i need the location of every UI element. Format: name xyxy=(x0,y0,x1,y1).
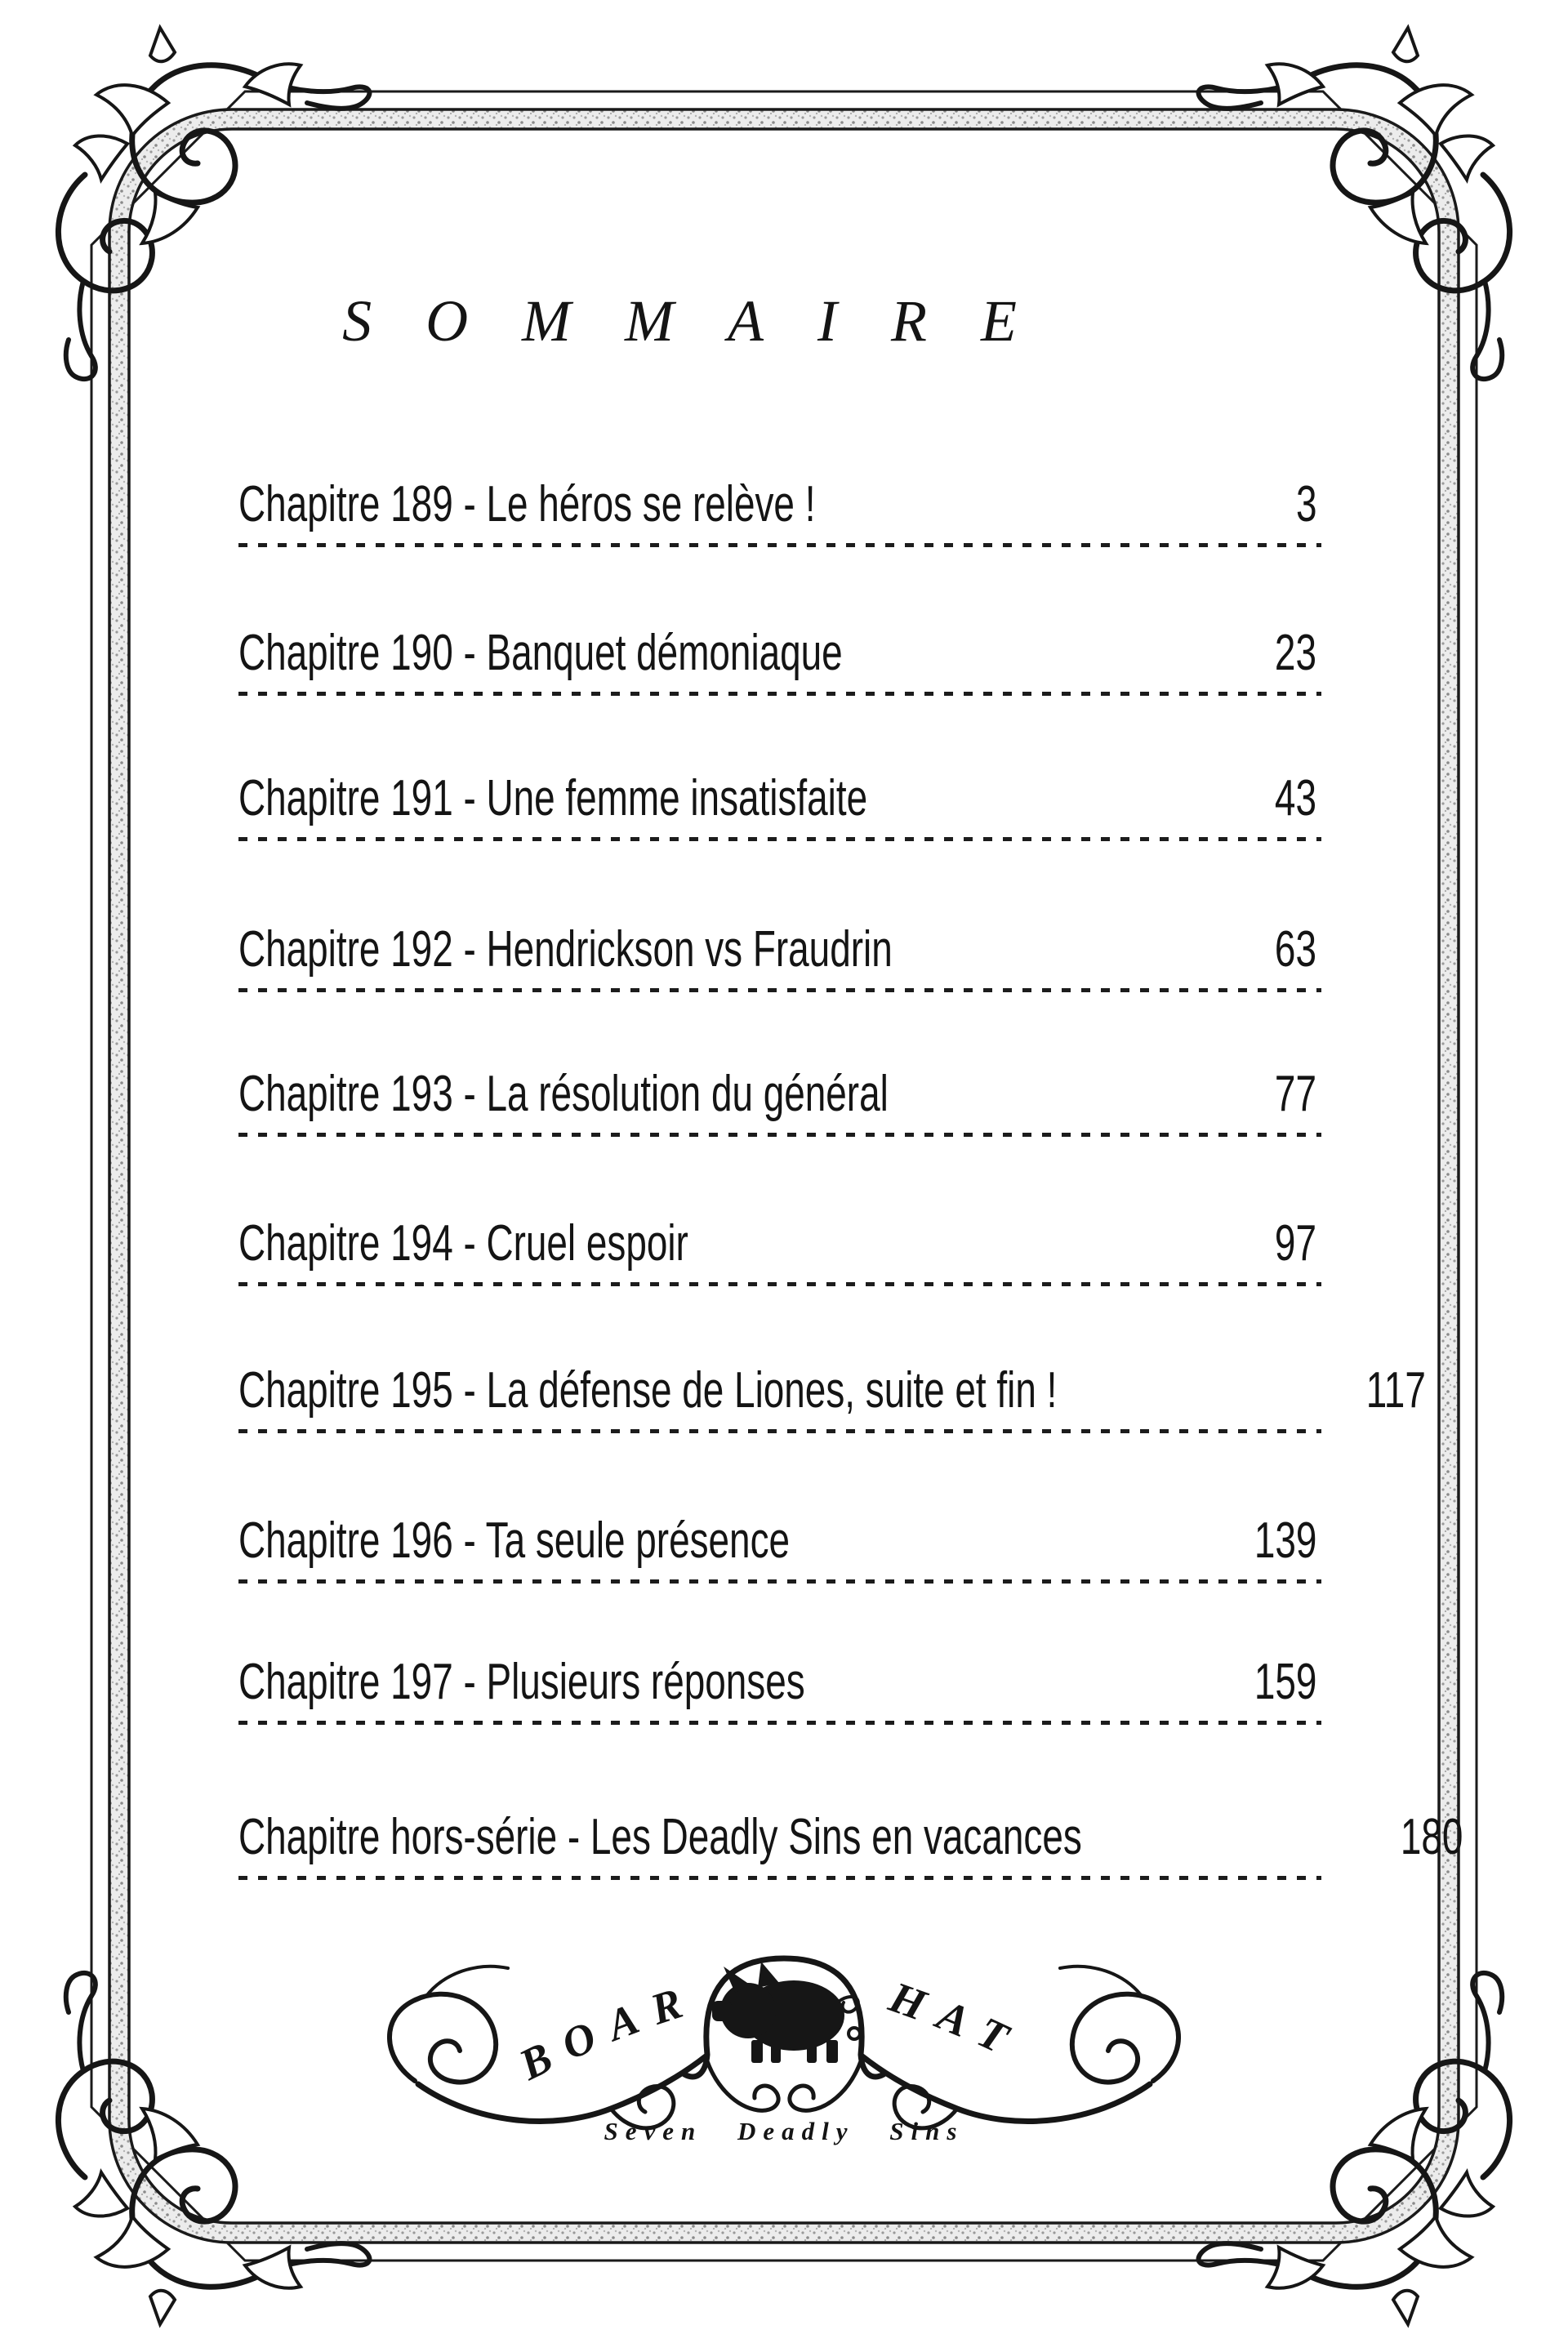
dotted-leader xyxy=(238,543,1321,547)
pig-icon xyxy=(712,1962,858,2063)
frame-band-outer-edge xyxy=(109,109,1459,2243)
page-number: 159 xyxy=(1254,1654,1316,1710)
dotted-leader xyxy=(238,1133,1321,1137)
dotted-leader xyxy=(238,1721,1321,1725)
frame-outer-line xyxy=(91,91,1477,2261)
logo-word-hat: HAT xyxy=(883,1971,1031,2070)
page-title: SOMMAIRE xyxy=(342,288,1071,354)
svg-text:BOAR xyxy=(511,1973,704,2090)
page-number: 23 xyxy=(1274,625,1316,681)
toc-entry xyxy=(238,770,1321,841)
page-number: 3 xyxy=(1295,476,1316,532)
toc-entry xyxy=(238,1809,1463,1880)
chapter-title: Chapitre 191 - Une femme insatisfaite xyxy=(238,770,868,826)
chapter-title: Chapitre 192 - Hendrickson vs Fraudrin xyxy=(238,921,893,978)
logo-subtitle: Seven Deadly Sins xyxy=(604,2117,964,2145)
toc-entry xyxy=(238,476,1321,547)
toc-entry xyxy=(238,1066,1321,1137)
corner-flourish-bottom-right xyxy=(1199,1973,1510,2324)
boar-hat-logo xyxy=(390,1958,1178,2145)
dotted-leader xyxy=(238,837,1321,841)
chapter-title: Chapitre 189 - Le héros se relève ! xyxy=(238,476,816,532)
toc-entry xyxy=(238,1654,1321,1725)
page-number: 180 xyxy=(1400,1809,1463,1865)
frame-band-fill xyxy=(119,119,1449,2233)
dotted-leader xyxy=(238,1282,1321,1286)
toc-entry xyxy=(238,1215,1321,1286)
chapter-title: Chapitre 197 - Plusieurs réponses xyxy=(238,1654,805,1710)
dotted-leader xyxy=(238,1429,1321,1433)
dotted-leader xyxy=(238,1876,1321,1880)
chapter-title: Chapitre 194 - Cruel espoir xyxy=(238,1215,688,1272)
dotted-leader xyxy=(238,988,1321,992)
chapter-title: Chapitre 193 - La résolution du général xyxy=(238,1066,889,1122)
page-number: 117 xyxy=(1365,1362,1426,1419)
frame-band-inner-edge xyxy=(129,129,1439,2223)
page-number: 77 xyxy=(1274,1066,1316,1122)
chapter-title: Chapitre 195 - La défense de Liones, suite et fin ! xyxy=(238,1362,1058,1419)
svg-text:HAT xyxy=(883,1972,1031,2070)
page-number: 43 xyxy=(1274,770,1316,826)
toc-entry xyxy=(238,625,1321,696)
corner-flourish-bottom-left xyxy=(58,1973,369,2324)
chapter-title: Chapitre 190 - Banquet démoniaque xyxy=(238,625,843,681)
dotted-leader xyxy=(238,692,1321,696)
chapter-title: Chapitre hors-série - Les Deadly Sins en vacances xyxy=(238,1809,1082,1865)
page-number: 63 xyxy=(1274,921,1316,978)
toc-entry xyxy=(238,1512,1321,1584)
chapter-title: Chapitre 196 - Ta seule présence xyxy=(238,1512,791,1569)
logo-word-boar: BOAR xyxy=(511,1973,704,2090)
toc-entry xyxy=(238,921,1321,992)
toc-entry xyxy=(238,1362,1426,1433)
dotted-leader xyxy=(238,1579,1321,1584)
logo-ring-accent xyxy=(849,2028,860,2039)
page-number: 97 xyxy=(1274,1215,1316,1272)
page-number: 139 xyxy=(1254,1512,1316,1569)
